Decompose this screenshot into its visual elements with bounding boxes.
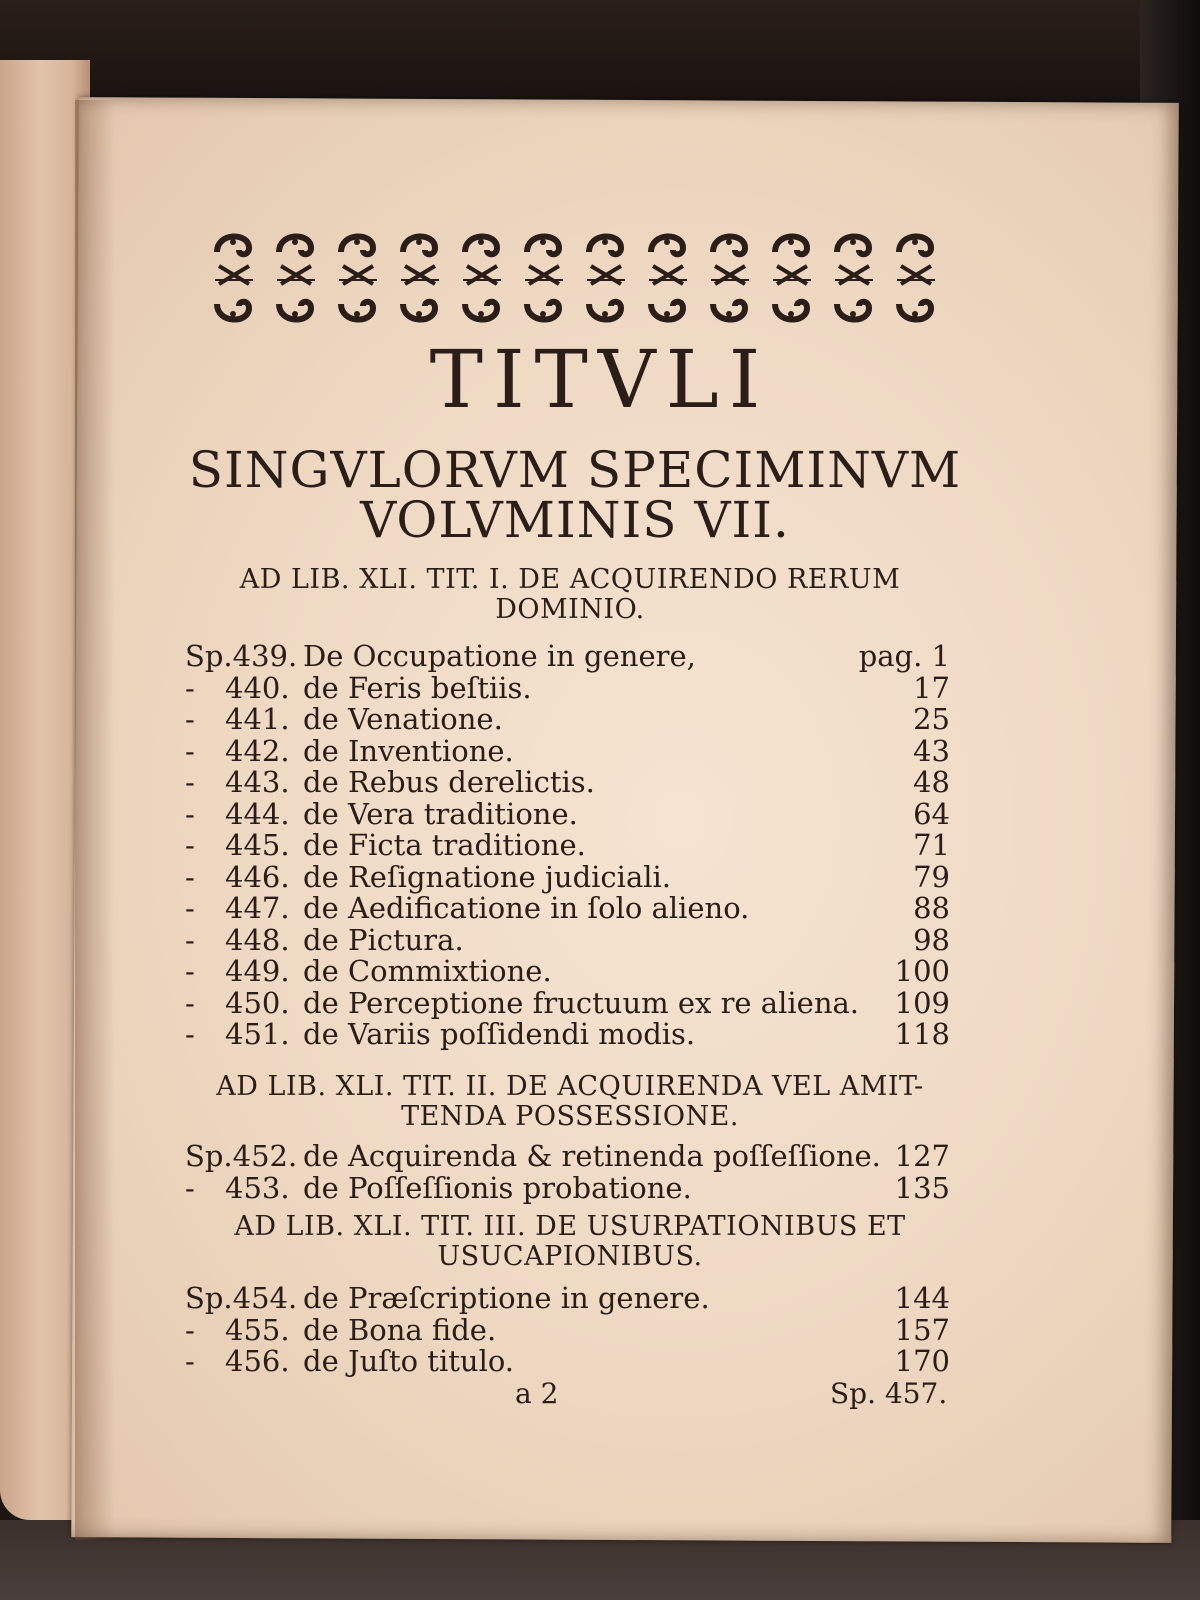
fleuron-unit: [401, 236, 439, 319]
entry-title: de Feris beſtiis.: [303, 670, 532, 705]
fleuron-band-icon: [203, 222, 953, 334]
fleuron-unit: [835, 236, 873, 319]
entry-specimen-number: 442.: [225, 733, 290, 768]
entry-specimen-number: 451.: [225, 1017, 290, 1051]
entry-title: de Perceptione fructuum ex re aliena.: [303, 985, 859, 1020]
entry-title: de Ficta traditione.: [303, 828, 586, 862]
entry-page-number: 118: [894, 1017, 950, 1051]
entry-specimen-number: [185, 1140, 297, 1172]
toc-entry: [185, 1140, 950, 1172]
fleuron-unit: [463, 236, 501, 319]
entry-number: 452.: [232, 1139, 298, 1173]
entry-title: de Vera traditione.: [303, 796, 578, 831]
entry-page-number: 48: [913, 765, 950, 799]
section-heading-3: [190, 1212, 950, 1272]
entry-ditto-mark: -: [185, 922, 195, 957]
entry-ditto-mark: -: [185, 1344, 195, 1378]
toc-entry: [185, 955, 950, 987]
catchword: Sp. 457.: [830, 1377, 948, 1410]
entry-title: de Pictura.: [303, 922, 464, 957]
subtitle-line-1: SINGVLORVM SPECIMINVM: [188, 441, 962, 499]
entry-prefix: Sp.: [185, 1281, 233, 1315]
entry-specimen-number: 440.: [225, 670, 290, 705]
entry-page-number: 79: [913, 859, 950, 894]
subtitle-line-2: VOLVMINIS VII.: [360, 491, 790, 549]
entry-page-number: 157: [894, 1312, 950, 1347]
page-gutter-shadow: [75, 100, 115, 1540]
entry-ditto-mark: -: [185, 985, 195, 1020]
entry-page-number: 25: [913, 702, 950, 736]
fleuron-unit: [339, 236, 377, 319]
entry-title: de Juſto titulo.: [303, 1344, 515, 1378]
toc-entry: [185, 1282, 950, 1314]
entry-number: 454.: [232, 1281, 298, 1315]
entry-prefix: Sp.: [185, 639, 233, 673]
signature-mark: a 2: [515, 1377, 559, 1410]
entry-number: 439.: [232, 639, 298, 673]
entry-ditto-mark: -: [185, 859, 195, 894]
section-heading-line: AD LIB. XLI. TIT. III. DE USURPATIONIBUS ET: [234, 1211, 906, 1242]
entry-title: de Bona fide.: [303, 1312, 497, 1347]
toc-entry: [185, 640, 950, 672]
entry-title: de Præſcriptione in genere.: [303, 1281, 710, 1315]
entry-page-number: 88: [913, 891, 950, 925]
entry-page-number: 135: [894, 1170, 950, 1205]
toc-entry: [185, 892, 950, 924]
entry-specimen-number: [185, 1282, 297, 1314]
entry-ditto-mark: -: [185, 828, 195, 862]
entry-specimen-number: 445.: [225, 828, 290, 862]
entry-title: de Commixtione.: [303, 954, 552, 988]
entry-page-number: 64: [913, 796, 950, 831]
entry-page-number: pag. 1: [858, 639, 950, 673]
entry-prefix: Sp.: [185, 1139, 233, 1173]
entry-page-number: 98: [913, 922, 950, 957]
toc-entry: [185, 829, 950, 861]
entry-title: de Aedificatione in ſolo alieno.: [303, 891, 750, 925]
section-heading-line: DOMINIO.: [495, 594, 645, 625]
fleuron-unit: [649, 236, 687, 319]
entry-specimen-number: 456.: [225, 1344, 290, 1378]
toc-entry: [185, 861, 950, 893]
entry-ditto-mark: -: [185, 796, 195, 831]
entry-ditto-mark: -: [185, 1312, 195, 1347]
toc-entry: [185, 703, 950, 735]
entry-title: de Inventione.: [303, 733, 514, 768]
entry-specimen-number: 455.: [225, 1312, 290, 1347]
section-heading-1: [190, 565, 950, 625]
section-heading-2: [190, 1072, 950, 1132]
section-heading-line: USUCAPIONIBUS.: [437, 1241, 703, 1272]
entry-specimen-number: 453.: [225, 1170, 290, 1205]
toc-entry: [185, 924, 950, 956]
entry-title: de Poſſeſſionis probatione.: [303, 1170, 692, 1205]
entry-ditto-mark: -: [185, 702, 195, 736]
entry-ditto-mark: -: [185, 670, 195, 705]
entry-page-number: 71: [913, 828, 950, 862]
toc-entry: [185, 1018, 950, 1050]
entry-page-number: 17: [913, 670, 950, 705]
toc-entry: [185, 766, 950, 798]
entry-title: de Rebus derelictis.: [303, 765, 595, 799]
entry-title: de Acquirenda & retinenda poſſeſſione.: [303, 1139, 881, 1173]
toc-entry: [185, 735, 950, 767]
entry-page-number: 127: [894, 1139, 950, 1173]
fleuron-unit: [587, 236, 625, 319]
entry-page-number: 170: [894, 1344, 950, 1378]
entry-specimen-number: 444.: [225, 796, 290, 831]
toc-entry: [185, 1314, 950, 1346]
entry-ditto-mark: -: [185, 891, 195, 925]
entry-ditto-mark: -: [185, 1017, 195, 1051]
entry-title: de Venatione.: [303, 702, 503, 736]
toc-entry: [185, 798, 950, 830]
entry-specimen-number: 449.: [225, 954, 290, 988]
fleuron-unit: [277, 236, 315, 319]
entry-specimen-number: 450.: [225, 985, 290, 1020]
toc-entry: [185, 672, 950, 704]
entry-specimen-number: 447.: [225, 891, 290, 925]
toc-entry: [185, 1172, 950, 1204]
fleuron-unit: [711, 236, 749, 319]
fleuron-unit: [215, 236, 253, 319]
entry-specimen-number: 443.: [225, 765, 290, 799]
fleuron-unit: [773, 236, 811, 319]
entry-ditto-mark: -: [185, 765, 195, 799]
entry-specimen-number: 446.: [225, 859, 290, 894]
page-title: TITVLI: [429, 333, 771, 426]
entry-page-number: 109: [894, 985, 950, 1020]
entry-ditto-mark: -: [185, 733, 195, 768]
entry-title: De Occupatione in genere,: [303, 639, 696, 673]
entry-specimen-number: [185, 640, 297, 672]
toc-entry: [185, 1345, 950, 1377]
entry-ditto-mark: -: [185, 1170, 195, 1205]
toc-entry: [185, 987, 950, 1019]
entry-ditto-mark: -: [185, 954, 195, 988]
section-heading-line: AD LIB. XLI. TIT. I. DE ACQUIRENDO RERUM: [239, 564, 901, 595]
entry-title: de Variis poſſidendi modis.: [303, 1017, 696, 1051]
entry-page-number: 144: [894, 1281, 950, 1315]
entry-page-number: 100: [894, 954, 950, 988]
fleuron-unit: [525, 236, 563, 319]
section-heading-line: AD LIB. XLI. TIT. II. DE ACQUIRENDA VEL AMIT-: [216, 1071, 924, 1102]
entry-specimen-number: 441.: [225, 702, 290, 736]
entry-title: de Reſignatione judiciali.: [303, 859, 672, 894]
fleuron-unit: [897, 236, 935, 319]
entry-specimen-number: 448.: [225, 922, 290, 957]
section-heading-line: TENDA POSSESSIONE.: [401, 1101, 739, 1132]
entry-page-number: 43: [913, 733, 950, 768]
